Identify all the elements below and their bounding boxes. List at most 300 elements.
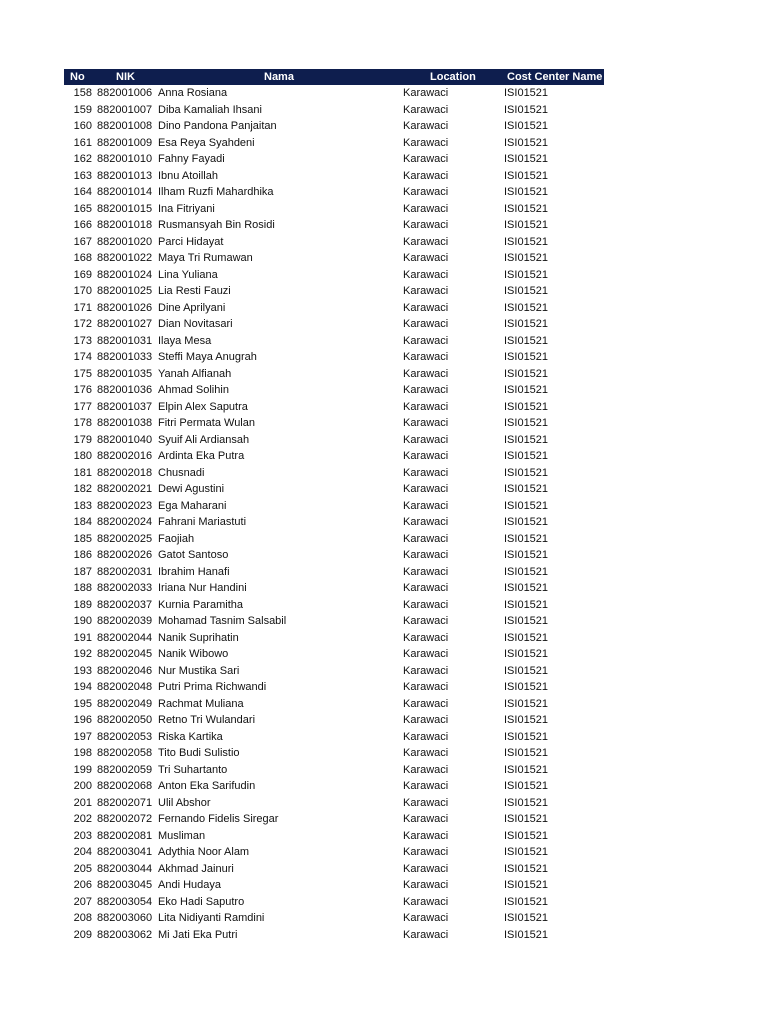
cell-nik: 882001014: [97, 186, 153, 198]
cell-no: 171: [73, 301, 92, 314]
cell-nama: Ardinta Eka Putra: [158, 450, 245, 462]
cell-cost-center: ISI01521: [504, 615, 549, 627]
cell-cost-center: ISI01521: [504, 219, 549, 231]
cell-no: 197: [73, 730, 92, 743]
cell-nama: Tri Suhartanto: [158, 763, 228, 776]
cell-no: 161: [73, 136, 92, 149]
cell-nik: 882002016: [97, 450, 153, 462]
cell-cost-center: ISI01521: [504, 169, 549, 182]
cell-nama: Lita Nidiyanti Ramdini: [158, 912, 265, 924]
cell-cost-center: ISI01521: [504, 664, 549, 677]
cell-no: 196: [73, 714, 92, 726]
cell-nik: 882003044: [97, 862, 153, 875]
cell-no: 170: [73, 285, 92, 297]
cell-nik: 882002046: [97, 664, 153, 677]
table-row: [64, 415, 604, 432]
cell-nik: 882002023: [97, 499, 153, 512]
cell-no: 190: [73, 615, 92, 627]
cell-nik: 882003045: [97, 879, 153, 891]
cell-cost-center: ISI01521: [504, 334, 549, 347]
cell-nama: Faojiah: [158, 532, 195, 545]
cell-no: 181: [73, 466, 92, 479]
cell-nik: 882002081: [97, 829, 153, 842]
cell-location: Karawaci: [403, 780, 449, 792]
cell-nik: 882002059: [97, 763, 153, 776]
cell-location: Karawaci: [403, 87, 449, 99]
cell-nama: Fitri Permata Wulan: [158, 417, 255, 429]
table-row: [64, 679, 604, 696]
cell-location: Karawaci: [403, 532, 449, 545]
cell-no: 204: [73, 846, 92, 858]
cell-nik: 882001027: [97, 318, 153, 330]
cell-nik: 882001036: [97, 384, 153, 396]
cell-location: Karawaci: [403, 136, 449, 149]
table-row: [64, 927, 604, 944]
cell-location: Karawaci: [403, 565, 449, 578]
cell-nik: 882002039: [97, 615, 153, 627]
cell-cost-center: ISI01521: [504, 235, 549, 248]
table-row: [64, 514, 604, 531]
cell-nama: Akhmad Jainuri: [158, 862, 234, 875]
cell-cost-center: ISI01521: [504, 928, 549, 941]
cell-location: Karawaci: [403, 417, 449, 429]
cell-location: Karawaci: [403, 219, 449, 231]
cell-no: 189: [73, 598, 92, 611]
cell-nama: Rusmansyah Bin Rosidi: [158, 219, 275, 231]
cell-cost-center: ISI01521: [504, 384, 549, 396]
cell-no: 164: [73, 186, 92, 198]
cell-cost-center: ISI01521: [504, 153, 549, 165]
cell-nik: 882002037: [97, 598, 153, 611]
cell-location: Karawaci: [403, 235, 449, 248]
cell-cost-center: ISI01521: [504, 813, 549, 825]
cell-nama: Esa Reya Syahdeni: [158, 136, 255, 149]
cell-location: Karawaci: [403, 367, 449, 380]
cell-no: 174: [73, 351, 92, 363]
cell-nik: 882001018: [97, 219, 153, 231]
cell-nama: Nanik Suprihatin: [158, 631, 239, 644]
cell-no: 209: [73, 928, 92, 941]
cell-no: 163: [73, 169, 92, 182]
cell-nama: Anna Rosiana: [158, 87, 228, 99]
cell-cost-center: ISI01521: [504, 450, 549, 462]
cell-no: 203: [73, 829, 92, 842]
cell-nik: 882001024: [97, 268, 153, 281]
table-row: [64, 481, 604, 498]
cell-nama: Adythia Noor Alam: [158, 846, 250, 858]
table-row: [64, 547, 604, 564]
cell-no: 160: [73, 120, 92, 132]
cell-cost-center: ISI01521: [504, 483, 549, 495]
cell-no: 172: [73, 318, 92, 330]
cell-cost-center: ISI01521: [504, 433, 549, 446]
cell-nama: Andi Hudaya: [158, 879, 221, 891]
cell-no: 173: [73, 334, 92, 347]
cell-nik: 882001020: [97, 235, 153, 248]
cell-cost-center: ISI01521: [504, 912, 549, 924]
cell-location: Karawaci: [403, 763, 449, 776]
cell-location: Karawaci: [403, 384, 449, 396]
cell-nama: Ilham Ruzfi Mahardhika: [158, 186, 274, 198]
cell-nik: 882002026: [97, 549, 153, 561]
header-location: Location: [430, 71, 476, 83]
cell-cost-center: ISI01521: [504, 252, 549, 264]
cell-location: Karawaci: [403, 169, 449, 182]
cell-nik: 882001037: [97, 400, 153, 413]
cell-nama: Ilaya Mesa: [158, 334, 212, 347]
cell-nama: Gatot Santoso: [158, 549, 229, 561]
cell-location: Karawaci: [403, 202, 449, 215]
cell-cost-center: ISI01521: [504, 763, 549, 776]
cell-location: Karawaci: [403, 928, 449, 941]
cell-nama: Ibnu Atoillah: [158, 169, 218, 182]
cell-nama: Steffi Maya Anugrah: [158, 351, 257, 363]
cell-cost-center: ISI01521: [504, 730, 549, 743]
cell-nama: Fahny Fayadi: [158, 153, 225, 165]
cell-location: Karawaci: [403, 846, 449, 858]
cell-cost-center: ISI01521: [504, 466, 549, 479]
cell-location: Karawaci: [403, 697, 449, 710]
cell-nik: 882001026: [97, 301, 153, 314]
cell-cost-center: ISI01521: [504, 87, 549, 99]
cell-nama: Chusnadi: [158, 466, 205, 479]
cell-cost-center: ISI01521: [504, 367, 549, 380]
cell-no: 188: [73, 582, 92, 594]
cell-no: 159: [73, 103, 92, 116]
cell-no: 205: [73, 862, 92, 875]
cell-nama: Nur Mustika Sari: [158, 664, 240, 677]
cell-location: Karawaci: [403, 268, 449, 281]
cell-location: Karawaci: [403, 862, 449, 875]
cell-cost-center: ISI01521: [504, 499, 549, 512]
table-row: [64, 844, 604, 861]
cell-nik: 882001031: [97, 334, 153, 347]
cell-no: 208: [73, 912, 92, 924]
cell-nama: Dian Novitasari: [158, 318, 233, 330]
table-row: [64, 267, 604, 284]
cell-no: 207: [73, 895, 92, 908]
table-row: [64, 399, 604, 416]
cell-cost-center: ISI01521: [504, 747, 549, 759]
cell-nik: 882002058: [97, 747, 153, 759]
cell-cost-center: ISI01521: [504, 565, 549, 578]
cell-no: 183: [73, 499, 92, 512]
table-row: [64, 432, 604, 449]
cell-location: Karawaci: [403, 879, 449, 891]
table-row: [64, 745, 604, 762]
table-row: [64, 861, 604, 878]
cell-location: Karawaci: [403, 301, 449, 314]
cell-nik: 882001040: [97, 433, 153, 446]
cell-nama: Iriana Nur Handini: [158, 582, 247, 594]
cell-cost-center: ISI01521: [504, 202, 549, 215]
table-row: [64, 135, 604, 152]
cell-location: Karawaci: [403, 582, 449, 594]
cell-cost-center: ISI01521: [504, 285, 549, 297]
cell-cost-center: ISI01521: [504, 186, 549, 198]
cell-cost-center: ISI01521: [504, 829, 549, 842]
cell-cost-center: ISI01521: [504, 796, 549, 809]
cell-nik: 882002053: [97, 730, 153, 743]
cell-nik: 882002033: [97, 582, 153, 594]
table-row: [64, 630, 604, 647]
cell-nama: Ina Fitriyani: [158, 202, 215, 215]
cell-location: Karawaci: [403, 499, 449, 512]
cell-nama: Dino Pandona Panjaitan: [158, 120, 277, 132]
cell-cost-center: ISI01521: [504, 268, 549, 281]
cell-nama: Putri Prima Richwandi: [158, 681, 267, 693]
table-row: [64, 85, 604, 102]
cell-cost-center: ISI01521: [504, 532, 549, 545]
cell-location: Karawaci: [403, 681, 449, 693]
cell-no: 158: [73, 87, 92, 99]
table-row: [64, 366, 604, 383]
table-row: [64, 646, 604, 663]
table-row: [64, 300, 604, 317]
cell-nik: 882002025: [97, 532, 153, 545]
cell-nik: 882002050: [97, 714, 153, 726]
cell-location: Karawaci: [403, 747, 449, 759]
cell-nama: Anton Eka Sarifudin: [158, 780, 256, 792]
cell-nama: Eko Hadi Saputro: [158, 895, 245, 908]
employee-table: [64, 69, 604, 943]
cell-location: Karawaci: [403, 400, 449, 413]
cell-location: Karawaci: [403, 466, 449, 479]
table-row: [64, 531, 604, 548]
cell-cost-center: ISI01521: [504, 582, 549, 594]
cell-cost-center: ISI01521: [504, 103, 549, 116]
table-row: [64, 349, 604, 366]
table-header: [64, 69, 604, 85]
cell-no: 177: [73, 400, 92, 413]
cell-cost-center: ISI01521: [504, 648, 549, 660]
cell-nama: Kurnia Paramitha: [158, 598, 243, 611]
cell-location: Karawaci: [403, 615, 449, 627]
cell-no: 184: [73, 516, 92, 528]
cell-nama: Riska Kartika: [158, 730, 223, 743]
cell-nama: Fahrani Mariastuti: [158, 516, 247, 528]
cell-nama: Parci Hidayat: [158, 235, 224, 248]
cell-no: 186: [73, 549, 92, 561]
cell-nama: Rachmat Muliana: [158, 697, 244, 710]
table-row: [64, 580, 604, 597]
cell-nik: 882001035: [97, 367, 153, 380]
cell-no: 195: [73, 697, 92, 710]
cell-nik: 882002031: [97, 565, 153, 578]
table-row: [64, 465, 604, 482]
table-row: [64, 151, 604, 168]
cell-nik: 882001010: [97, 153, 153, 165]
cell-nik: 882002045: [97, 648, 153, 660]
cell-no: 165: [73, 202, 92, 215]
cell-nama: Musliman: [158, 829, 206, 842]
table-row: [64, 894, 604, 911]
cell-nama: Lina Yuliana: [158, 268, 218, 281]
cell-location: Karawaci: [403, 351, 449, 363]
cell-cost-center: ISI01521: [504, 879, 549, 891]
cell-cost-center: ISI01521: [504, 780, 549, 792]
table-row: [64, 910, 604, 927]
cell-nama: Dewi Agustini: [158, 483, 225, 495]
cell-no: 193: [73, 664, 92, 677]
cell-cost-center: ISI01521: [504, 351, 549, 363]
cell-nama: Ulil Abshor: [158, 796, 211, 809]
cell-nik: 882001008: [97, 120, 153, 132]
cell-no: 178: [73, 417, 92, 429]
cell-cost-center: ISI01521: [504, 136, 549, 149]
cell-nama: Ahmad Solihin: [158, 384, 229, 396]
cell-location: Karawaci: [403, 648, 449, 660]
cell-nama: Elpin Alex Saputra: [158, 400, 248, 413]
cell-location: Karawaci: [403, 549, 449, 561]
cell-cost-center: ISI01521: [504, 318, 549, 330]
cell-location: Karawaci: [403, 829, 449, 842]
cell-location: Karawaci: [403, 483, 449, 495]
cell-nama: Tito Budi Sulistio: [158, 747, 240, 759]
cell-no: 206: [73, 879, 92, 891]
table-row: [64, 118, 604, 135]
table-row: [64, 795, 604, 812]
cell-nik: 882001006: [97, 87, 153, 99]
cell-no: 185: [73, 532, 92, 545]
cell-nik: 882002044: [97, 631, 153, 644]
cell-nama: Syuif Ali Ardiansah: [158, 433, 250, 446]
cell-location: Karawaci: [403, 664, 449, 677]
cell-no: 168: [73, 252, 92, 264]
cell-nik: 882001033: [97, 351, 153, 363]
cell-nik: 882002072: [97, 813, 153, 825]
table-row: [64, 316, 604, 333]
table-row: [64, 712, 604, 729]
cell-no: 200: [73, 780, 92, 792]
cell-nik: 882003062: [97, 928, 153, 941]
table-row: [64, 217, 604, 234]
cell-cost-center: ISI01521: [504, 120, 549, 132]
cell-nama: Ega Maharani: [158, 499, 227, 512]
cell-nama: Maya Tri Rumawan: [158, 252, 253, 264]
cell-location: Karawaci: [403, 318, 449, 330]
cell-location: Karawaci: [403, 103, 449, 116]
cell-cost-center: ISI01521: [504, 697, 549, 710]
table-row: [64, 778, 604, 795]
cell-nama: Mi Jati Eka Putri: [158, 928, 238, 941]
cell-no: 191: [73, 631, 92, 644]
table-row: [64, 448, 604, 465]
cell-no: 169: [73, 268, 92, 281]
cell-nik: 882002024: [97, 516, 153, 528]
cell-nama: Lia Resti Fauzi: [158, 285, 231, 297]
cell-no: 179: [73, 433, 92, 446]
cell-no: 187: [73, 565, 92, 578]
table-row: [64, 811, 604, 828]
cell-cost-center: ISI01521: [504, 714, 549, 726]
cell-nik: 882001022: [97, 252, 153, 264]
cell-nik: 882001025: [97, 285, 153, 297]
cell-no: 198: [73, 747, 92, 759]
cell-cost-center: ISI01521: [504, 516, 549, 528]
cell-cost-center: ISI01521: [504, 631, 549, 644]
table-row: [64, 828, 604, 845]
cell-nama: Diba Kamaliah Ihsani: [158, 103, 262, 116]
cell-location: Karawaci: [403, 252, 449, 264]
cell-location: Karawaci: [403, 450, 449, 462]
cell-location: Karawaci: [403, 598, 449, 611]
cell-nik: 882003060: [97, 912, 153, 924]
cell-no: 180: [73, 450, 92, 462]
cell-nama: Ibrahim Hanafi: [158, 565, 230, 578]
cell-nama: Fernando Fidelis Siregar: [158, 813, 279, 825]
cell-nama: Yanah Alfianah: [158, 367, 232, 380]
header-nik: NIK: [116, 71, 135, 83]
cell-location: Karawaci: [403, 334, 449, 347]
table-row: [64, 333, 604, 350]
cell-location: Karawaci: [403, 631, 449, 644]
cell-nik: 882002021: [97, 483, 153, 495]
table-row: [64, 234, 604, 251]
cell-location: Karawaci: [403, 186, 449, 198]
cell-nama: Retno Tri Wulandari: [158, 714, 256, 726]
header-cost-center: Cost Center Name: [507, 71, 603, 83]
cell-location: Karawaci: [403, 714, 449, 726]
cell-cost-center: ISI01521: [504, 681, 549, 693]
cell-nik: 882002018: [97, 466, 153, 479]
table-row: [64, 597, 604, 614]
cell-no: 201: [73, 796, 92, 809]
header-nama: Nama: [264, 71, 294, 83]
cell-no: 162: [73, 153, 92, 165]
cell-location: Karawaci: [403, 813, 449, 825]
cell-nik: 882001015: [97, 202, 153, 215]
cell-nik: 882002049: [97, 697, 153, 710]
cell-location: Karawaci: [403, 796, 449, 809]
cell-no: 194: [73, 681, 92, 693]
cell-location: Karawaci: [403, 912, 449, 924]
table-row: [64, 283, 604, 300]
cell-cost-center: ISI01521: [504, 400, 549, 413]
cell-cost-center: ISI01521: [504, 598, 549, 611]
table-body: [64, 85, 604, 943]
cell-nama: Nanik Wibowo: [158, 648, 229, 660]
cell-no: 176: [73, 384, 92, 396]
cell-location: Karawaci: [403, 516, 449, 528]
cell-location: Karawaci: [403, 120, 449, 132]
cell-nik: 882001007: [97, 103, 153, 116]
cell-no: 166: [73, 219, 92, 231]
table-row: [64, 184, 604, 201]
cell-nama: Mohamad Tasnim Salsabil: [158, 615, 287, 627]
cell-nik: 882001013: [97, 169, 153, 182]
cell-nik: 882002048: [97, 681, 153, 693]
cell-location: Karawaci: [403, 433, 449, 446]
cell-no: 192: [73, 648, 92, 660]
cell-nama: Dine Aprilyani: [158, 301, 226, 314]
cell-no: 175: [73, 367, 92, 380]
table-row: [64, 201, 604, 218]
cell-cost-center: ISI01521: [504, 862, 549, 875]
cell-location: Karawaci: [403, 730, 449, 743]
cell-nik: 882003054: [97, 895, 153, 908]
cell-no: 182: [73, 483, 92, 495]
table-row: [64, 498, 604, 515]
cell-nik: 882002071: [97, 796, 153, 809]
cell-cost-center: ISI01521: [504, 895, 549, 908]
table-row: [64, 696, 604, 713]
cell-nik: 882003041: [97, 846, 153, 858]
table-row: [64, 168, 604, 185]
cell-no: 202: [73, 813, 92, 825]
table-row: [64, 762, 604, 779]
cell-cost-center: ISI01521: [504, 549, 549, 561]
